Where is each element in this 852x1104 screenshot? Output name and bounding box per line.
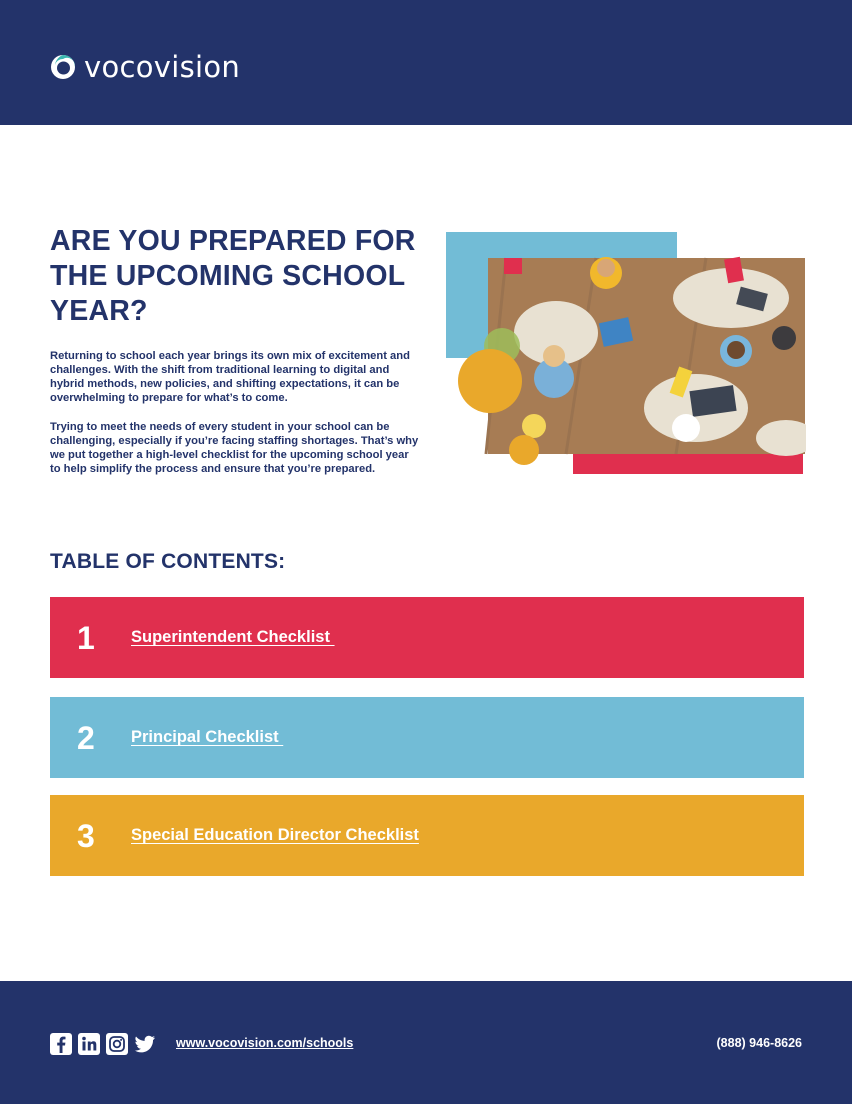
footer-phone-number: (888) 946-8626: [716, 1036, 802, 1050]
twitter-icon[interactable]: [134, 1033, 156, 1055]
toc-title: TABLE OF CONTENTS:: [50, 550, 286, 573]
toc-item-principal[interactable]: [50, 697, 804, 778]
page-title: ARE YOU PREPARED FOR THE UPCOMING SCHOOL YEAR?: [50, 225, 416, 327]
hero-graphic: [446, 228, 806, 478]
brand-name: vocovision: [84, 50, 241, 84]
toc-item-superintendent[interactable]: [50, 597, 804, 678]
toc-item-link[interactable]: Superintendent Checklist: [131, 628, 335, 646]
toc-item-number: 3: [77, 817, 95, 854]
hero-gold-circle-small: [509, 435, 539, 465]
vocovision-logo-mark-icon: [50, 54, 76, 80]
hero-gold-circle-large: [458, 349, 522, 413]
social-links: [50, 1033, 156, 1055]
page-header: [0, 0, 852, 125]
intro-paragraph-2: Trying to meet the needs of every student in your school can be challenging, especially if you’re facing staffing shortages. That’s why we put together a high-level checklist for the upcoming school year to help simplify the process and ensure that you’re prepared.: [50, 421, 419, 475]
toc-item-number: 1: [77, 619, 95, 656]
instagram-icon[interactable]: [106, 1033, 128, 1055]
footer-website-link[interactable]: www.vocovision.com/schools: [176, 1036, 354, 1050]
toc-item-link[interactable]: Special Education Director Checklist: [131, 826, 419, 844]
toc-item-number: 2: [77, 719, 95, 756]
linkedin-icon[interactable]: [78, 1033, 100, 1055]
facebook-icon[interactable]: [50, 1033, 72, 1055]
classroom-photo-icon: [484, 257, 806, 456]
toc-item-special-education-director[interactable]: [50, 795, 804, 876]
intro-paragraph-1: Returning to school each year brings its own mix of excitement and challenges. With the shift from traditional learning to digital and hybrid methods, new policies, and shifting expectations, it can be overwhelming to prepare for what’s to come.: [50, 350, 410, 404]
brand-logo[interactable]: [50, 50, 240, 84]
toc-item-link[interactable]: Principal Checklist: [131, 728, 284, 746]
